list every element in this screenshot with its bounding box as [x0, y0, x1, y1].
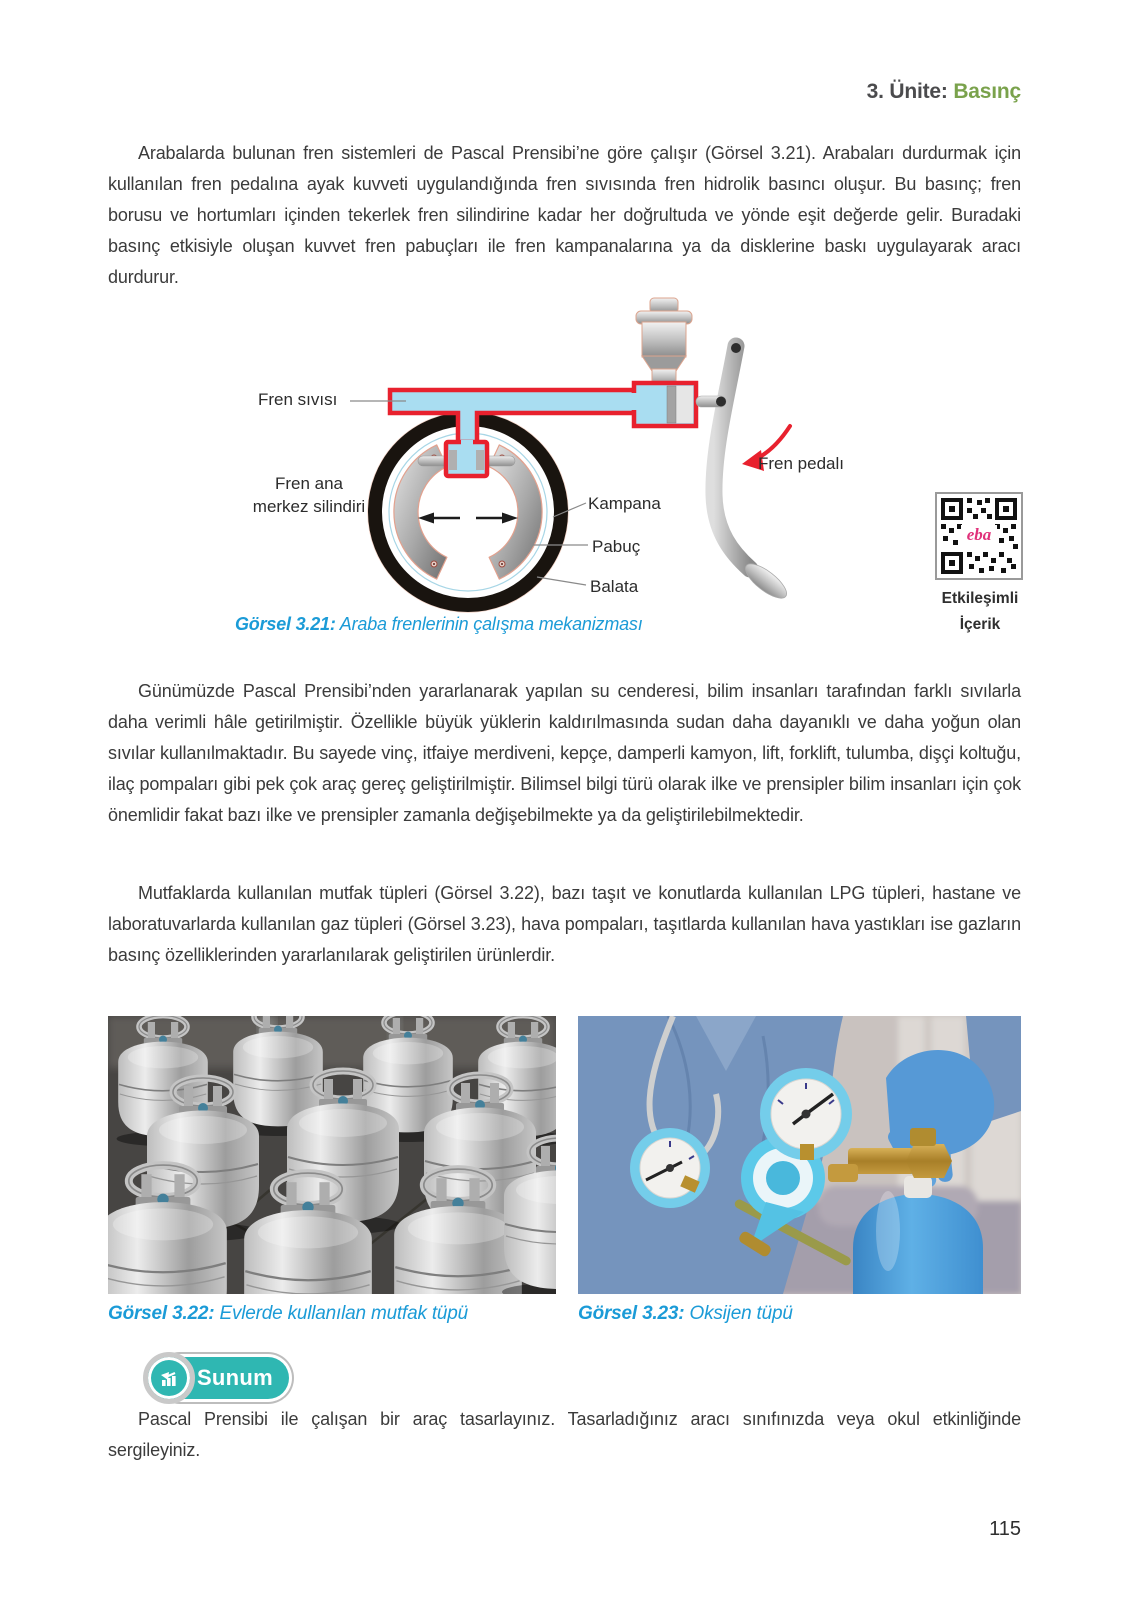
label-pedal: Fren pedalı — [758, 454, 844, 473]
master-piston — [667, 386, 676, 423]
label-brake-fluid: Fren sıvısı — [258, 390, 338, 409]
label-lining: Balata — [590, 577, 639, 596]
master-bore — [676, 386, 693, 423]
presentation-chart-icon — [143, 1352, 195, 1404]
caption-3-22-text: Evlerde kullanılan mutfak tüpü — [219, 1303, 469, 1324]
photo-lpg-cylinders — [108, 1016, 556, 1294]
unit-title: Basınç — [953, 80, 1021, 103]
seam-mask-2 — [629, 393, 639, 410]
qr-caption-line1: Etkileşimli — [941, 590, 1019, 607]
caption-gorsel-3-22 — [108, 1303, 468, 1325]
seam-mask-1 — [461, 440, 473, 451]
pedal-pivot — [731, 343, 741, 353]
caption-3-21-label: Görsel 3.21: — [235, 614, 336, 634]
qr-caption — [915, 586, 1045, 638]
label-drum: Kampana — [588, 494, 661, 513]
label-master-cylinder: Fren ana merkez silindiri — [252, 474, 366, 516]
caption-3-23-label: Görsel 3.23: — [578, 1303, 685, 1324]
master-reservoir — [636, 298, 692, 385]
caption-gorsel-3-23 — [578, 1303, 793, 1325]
paragraph-hydraulics: Günümüzde Pascal Prensibi’nden yararlanarak yapılan su cenderesi, bilim insanları tarafından farklı sıvılarla daha verimli hâle getirilmiştir. Özellikle büyük yüklerin kaldırılmasında sudan daha dayanıklı ve daha yoğun olan sıvılar kullanılmaktadır. Bu sayede vinç, itfaiye merdiveni, kepçe, damperli kamyon, lift, forklift, tulumba, dişçi koltuğu, ilaç pompaları gibi pek çok araç gereç geliştirilmiştir. Bilimsel bilgi türü olarak ilke ve prensipler bilim insanları için çok önemlidir fakat bazı ilke ve prensipler zamanla değişebilmekte ya da geliştirilebilmektedir. — [108, 681, 1021, 825]
caption-gorsel-3-21 — [235, 614, 643, 635]
sunum-label: Sunum — [196, 1365, 273, 1390]
eba-logo: eba — [966, 525, 992, 544]
paragraph-gas-tubes: Mutfaklarda kullanılan mutfak tüpleri (Görsel 3.22), bazı taşıt ve konutlarda kullanılan LPG tüpleri, hastane ve laboratuvarlarda kullanılan gaz tüpleri (Görsel 3.23), hava pompaları, taşıtlarda kullanılan hava yastıkları ise gazların basınç özelliklerinden yararlanılarak geliştirilen ürünlerdir. — [108, 883, 1021, 965]
unit-label: 3. Ünite: — [866, 80, 948, 103]
qr-caption-line2: İçerik — [959, 616, 1001, 633]
label-shoe: Pabuç — [592, 537, 641, 556]
page-number: 115 — [989, 1518, 1021, 1540]
qr-art — [937, 494, 1021, 578]
gauge-low — [630, 1128, 710, 1208]
paragraph-activity: Pascal Prensibi ile çalışan bir araç tasarlayınız. Tasarladığınız aracı sınıfınızda veya okul etkinliğinde sergileyiniz. — [108, 1409, 1021, 1460]
sunum-badge — [143, 1352, 295, 1404]
caption-3-21-text: Araba frenlerinin çalışma mekanizması — [339, 614, 643, 634]
wheel-piston-right — [476, 450, 484, 470]
qr-code — [935, 492, 1023, 580]
pedal-pad — [740, 558, 791, 604]
brake-diagram — [230, 290, 890, 625]
push-rod-pin — [716, 397, 726, 407]
caption-3-22-label: Görsel 3.22: — [108, 1303, 215, 1324]
paragraph-brakes: Arabalarda bulunan fren sistemleri de Pascal Prensibi’ne göre çalışır (Görsel 3.21). Arabaları durdurmak için kullanılan fren pedalına ayak kuvveti uygulandığında fren sıvısında fren hidrolik basıncı oluşur. Bu basınç; fren borusu ve hortumları içinden tekerlek fren silindirine kadar her doğrultuda ve yönde eşit değerde gelir. Buradaki basınç etkisiyle oluşan kuvvet fren pabuçları ile fren kampanalarına ya da disklerine baskı uygulayarak aracı durdurur. — [108, 143, 1021, 287]
photo-oxygen-tank — [578, 1016, 1021, 1294]
wheel-piston-left — [449, 450, 457, 470]
pedal-lever — [714, 346, 750, 569]
caption-3-23-text: Oksijen tüpü — [689, 1303, 793, 1324]
unit-header — [600, 80, 1021, 104]
